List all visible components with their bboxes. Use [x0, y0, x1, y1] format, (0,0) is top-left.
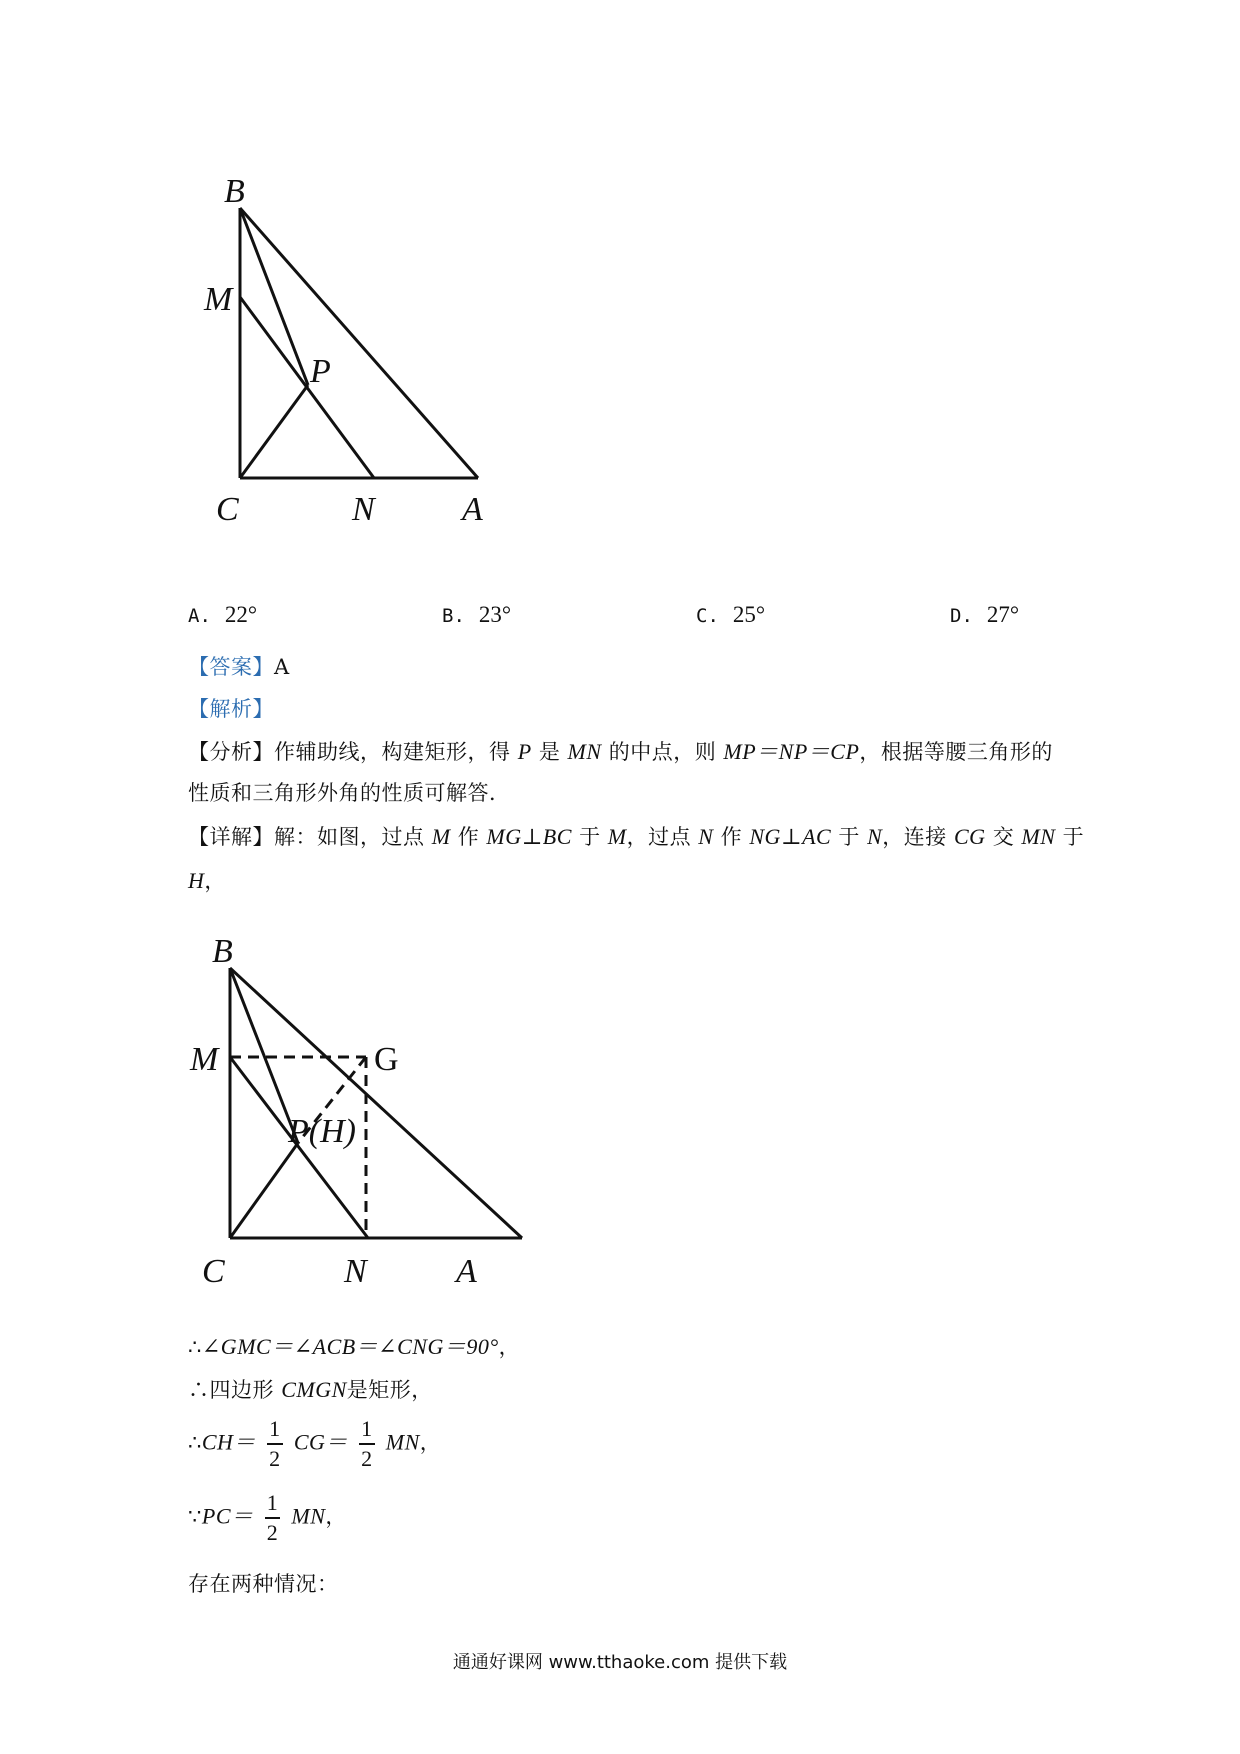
step-2: ∴四边形 CMGN是矩形， — [188, 1377, 433, 1402]
figure-1 — [200, 168, 560, 538]
choice-b: B. 23° — [442, 602, 512, 627]
fraction-half: $\frac{1}{2}$ — [269, 1416, 281, 1471]
label-B: B — [212, 933, 233, 970]
answer-tag: 【答案】 — [188, 655, 274, 679]
xiangjie-line-1: 【详解】解：如图，过点 M 作 MG⊥BC 于 M，过点 N 作 NG⊥AC 于 N，连接 CG 交 MN 于 — [188, 824, 1085, 849]
segment-BP — [240, 208, 308, 385]
choice-a: A. 22° — [188, 602, 258, 627]
fraction-half: $\frac{1}{2}$ — [361, 1416, 373, 1471]
label-N: N — [352, 491, 375, 528]
page-footer: 通通好课网 www.tthaoke.com 提供下载 — [452, 1652, 788, 1673]
label-M: M — [190, 1041, 219, 1078]
answer-value: A — [274, 655, 290, 679]
label-A: A — [456, 1253, 477, 1290]
answer-line — [188, 651, 290, 681]
label-PH: P(H) — [288, 1113, 356, 1150]
step-1: ∴∠GMC＝∠ACB＝∠CNG＝90°， — [188, 1334, 521, 1359]
choice-d: D. 27° — [950, 602, 1020, 627]
label-G: G — [374, 1041, 399, 1078]
label-N: N — [344, 1253, 367, 1290]
label-P: P — [310, 353, 331, 390]
segment-CP — [240, 385, 308, 478]
label-C: C — [202, 1253, 225, 1290]
step-3: ∴CH＝ $\frac{1}{2}$ CG＝ $\frac{1}{2}$ MN， — [188, 1416, 442, 1471]
xiangjie-line-2: H， — [188, 868, 226, 893]
analysis-line — [188, 693, 274, 723]
fenxi-line-2: 性质和三角形外角的性质可解答． — [188, 781, 511, 805]
label-B: B — [224, 173, 245, 210]
fraction-half: $\frac{1}{2}$ — [266, 1490, 279, 1545]
label-A: A — [462, 491, 483, 528]
fenxi-line-1: 【分析】作辅助线，构建矩形，得 P 是 MN 的中点，则 MP＝NP＝CP，根据等腰三角形的 — [188, 739, 1053, 764]
segment-BA — [230, 968, 522, 1238]
segment-CP — [230, 1143, 298, 1238]
figure-2 — [190, 928, 550, 1288]
analysis-tag: 【解析】 — [188, 697, 274, 721]
label-C: C — [216, 491, 239, 528]
choice-c: C. 25° — [696, 602, 766, 627]
label-M: M — [204, 281, 233, 318]
step-4: ∵PC＝ $\frac{1}{2}$ MN， — [188, 1490, 347, 1545]
step-5: 存在两种情况： — [188, 1572, 339, 1596]
